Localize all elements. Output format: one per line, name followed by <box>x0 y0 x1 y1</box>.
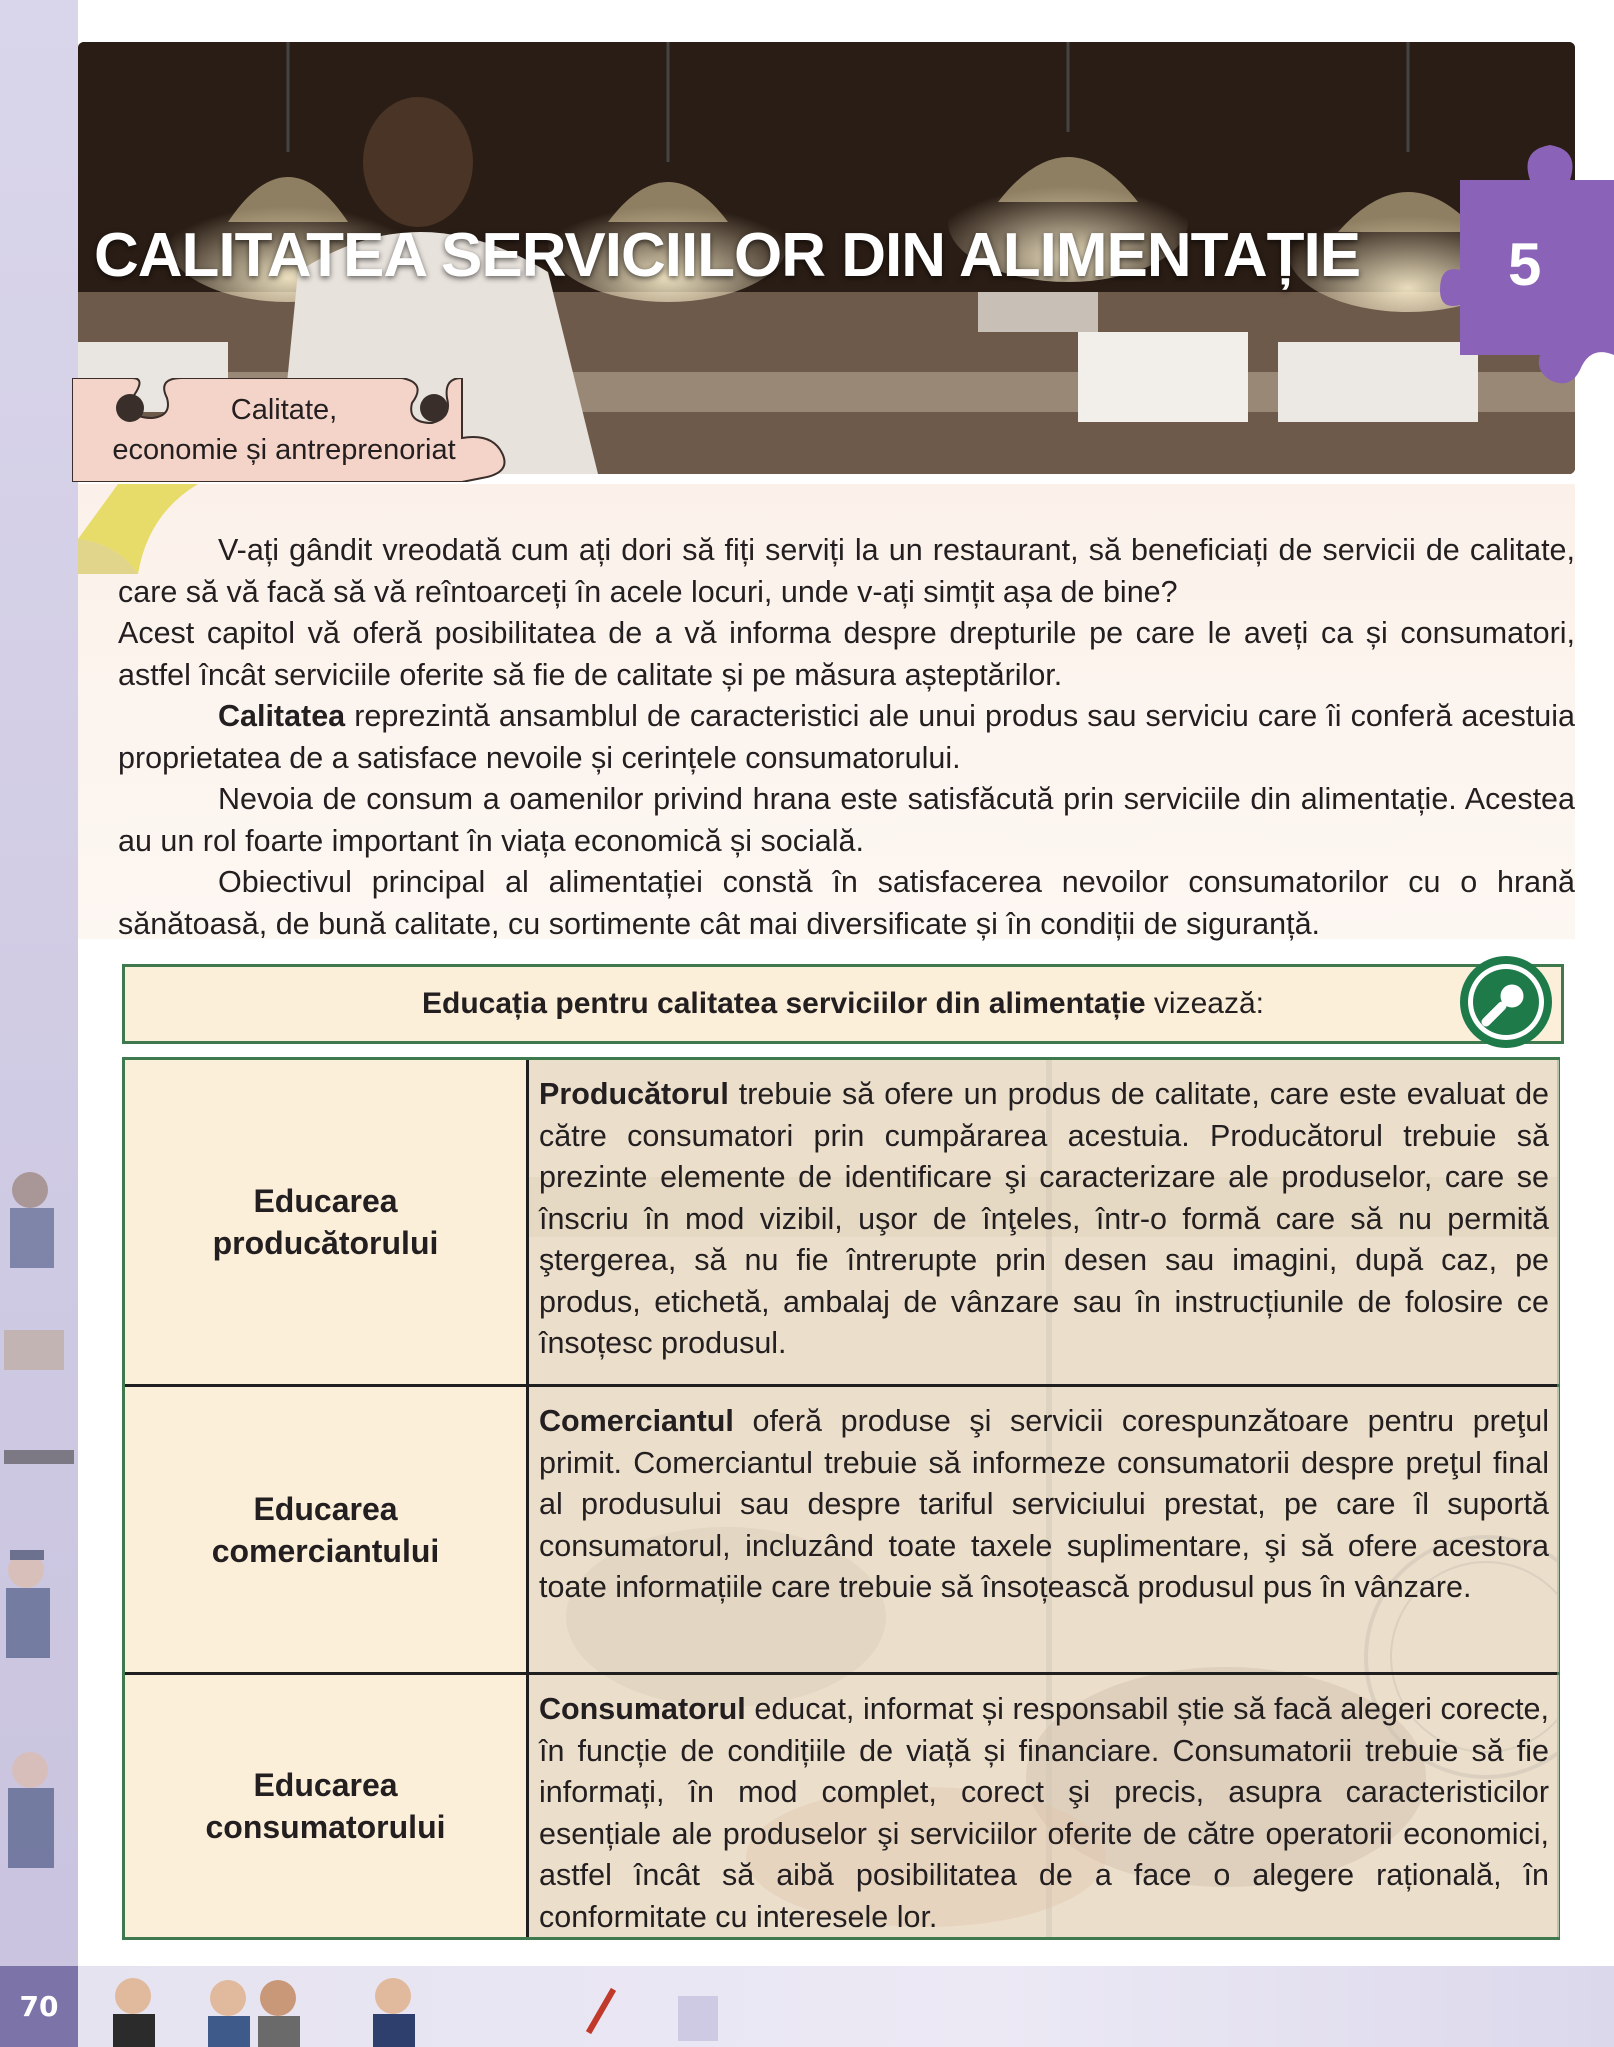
intro-paragraph-4: Nevoia de consum a oamenilor privind hrana este satisfăcută prin serviciile din alimentație. Acestea au un rol foarte important în viața economică și socială. <box>118 782 1575 858</box>
row-label-line-1: Educarea <box>253 1183 398 1219</box>
chapter-title: CALITATEA SERVICIILOR DIN ALIMENTAȚIE <box>94 221 1361 290</box>
row-text: educat, informat și responsabil știe să facă alegeri corecte, în funcție de condițiile de viață și financiare. Consumatorii trebuie să fie informați, în mod complet, corect şi precis, asupra caracteristicilor esențiale ale produselor şi serviciilor oferite de către operatorii economici, astfel încât să aibă posibilitatea de a face o alegere rațională, în conformitate cu interesele lor. <box>539 1692 1549 1934</box>
row-description <box>529 1387 1559 1672</box>
calitatea-term: Calitatea <box>218 699 346 733</box>
subject-line-1: Calitate, <box>230 394 338 426</box>
table-row <box>125 1672 1557 1937</box>
row-label-line-1: Educarea <box>253 1767 398 1803</box>
row-label-line-2: comerciantului <box>211 1532 440 1569</box>
row-label-line-2: consumatorului <box>205 1809 446 1845</box>
education-heading-bold: Educația pentru calitatea serviciilor din alimentație <box>422 987 1146 1020</box>
table-row <box>125 1384 1557 1672</box>
subject-line-2: economie și antreprenoriat <box>112 434 456 466</box>
row-label-line-2: producătorului <box>212 1225 439 1261</box>
education-table <box>122 1057 1560 1940</box>
intro-text <box>118 530 1575 945</box>
row-label <box>125 1060 529 1384</box>
bottom-people-illustration <box>78 1966 1614 2047</box>
page-number: 70 <box>0 1966 78 2047</box>
calitatea-definition: reprezintă ansamblul de caracteristici ale unui produs sau serviciu care îi conferă acestuia proprietatea de a satisface nevoile și cerințele consumatorului. <box>118 699 1575 775</box>
row-label <box>125 1387 529 1672</box>
intro-paragraph-2: Acest capitol vă oferă posibilitatea de a vă informa despre drepturile pe care le aveți ca și consumatori, astfel încât serviciile oferite să fie de calitate și pe măsura așteptărilor. <box>118 616 1575 692</box>
intro-paragraph-3 <box>118 696 1575 779</box>
intro-paragraph-1: V-ați gândit vreodată cum ați dori să fiți serviți la un restaurant, să beneficiați de servicii de calitate, care să vă facă să vă reîntoarceți în acele locuri, unde v-ați simțit așa de bine? <box>118 533 1575 609</box>
table-row <box>125 1060 1557 1384</box>
intro-paragraph-5: Obiectivul principal al alimentației constă în satisfacerea nevoilor consumatorilor cu o hrană sănătoasă, de bună calitate, cu sortimente cât mai diversificate și în condiții de siguranță. <box>118 865 1575 941</box>
row-text: oferă produse şi servicii corespunzătoare pentru preţul primit. Comerciantul trebuie să informeze consumatorii despre preţul final al produsului sau despre tariful serviciului prestat, pe care îl suportă consumatorul, incluzând toate taxele suplimentare, şi să ofere acestora toate informațiile care trebuie să însoțească produsul pus în vânzare. <box>539 1404 1549 1604</box>
chapter-number: 5 <box>1508 231 1542 298</box>
education-heading <box>122 964 1564 1044</box>
left-people-illustration <box>0 1150 78 1950</box>
row-lead-term: Producătorul <box>539 1077 729 1111</box>
row-description <box>529 1675 1559 1937</box>
subject-tag-text <box>84 390 484 470</box>
education-heading-rest: vizează: <box>1145 987 1264 1020</box>
row-label <box>125 1675 529 1937</box>
magnifier-icon <box>1456 952 1556 1052</box>
row-lead-term: Consumatorul <box>539 1692 746 1726</box>
row-text: trebuie să ofere un produs de calitate, care este evaluat de către consumatori prin cumpărarea acestuia. Producătorul trebuie să prezinte elemente de identificare şi caracterizare ale produselor, care se înscriu în mod vizibil, uşor de înţeles, într-o formă care să nu permită ştergerea, să nu fie întrerupte prin desen sau imagini, după caz, pe produs, etichetă, ambalaj de vânzare sau în instrucțiunile de folosire ce însoțesc produsul. <box>539 1077 1549 1360</box>
row-description <box>529 1060 1559 1384</box>
row-label-line-1: Educarea <box>253 1490 398 1527</box>
row-lead-term: Comerciantul <box>539 1404 734 1438</box>
